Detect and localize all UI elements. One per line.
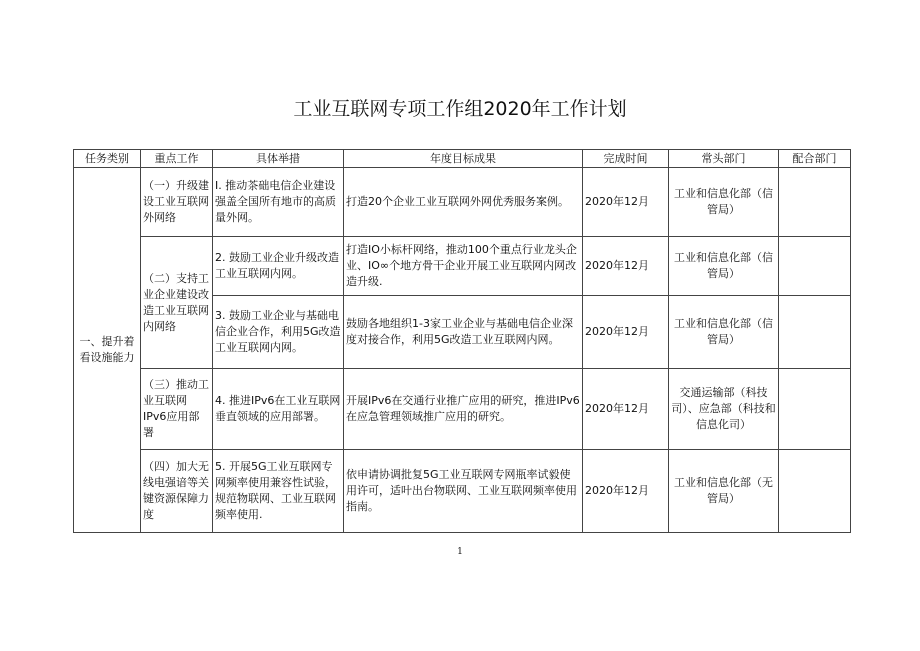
measure-cell: I. 推动茶础电信企业建设强盖全国所有地市的高质量外网。 (213, 168, 344, 237)
target-cell: 打造20个企业工业互联网外网优秀服务案例。 (344, 168, 583, 237)
target-cell: 打造IO小标杆网络，推动100个重点行业龙头企业、IO∞个地方骨干企业开展工业互联网内网改造升级. (344, 237, 583, 296)
partner-department-cell (779, 369, 851, 450)
measure-cell: 2. 鼓励工业企业升级改造工业互联网内网。 (213, 237, 344, 296)
table-row (74, 237, 851, 296)
lead-department-cell: 工业和信息化部（信管局） (669, 296, 779, 369)
key-work-cell: （三）推动工业互联网IPv6应用部署 (141, 369, 213, 450)
table-row (74, 450, 851, 533)
table-row (74, 168, 851, 237)
target-cell: 开展IPv6在交通行业推广应用的研究，推进IPv6在应急管理领域推广应用的研究。 (344, 369, 583, 450)
lead-department-cell: 交通运输部（科技司）、应急部（科技和信息化司） (669, 369, 779, 450)
target-cell: 依申请协调批复5G工业互联网专网瓶率试毅使用许可，适叶出台物联网、工业互联网频率使用指南。 (344, 450, 583, 533)
header-annual-target: 年度目标成果 (344, 150, 583, 168)
header-row (74, 150, 851, 168)
header-lead-department: 常头部门 (669, 150, 779, 168)
header-measures: 具体举措 (213, 150, 344, 168)
measure-cell: 4. 推进IPv6在工业互联网垂直领域的应用部署。 (213, 369, 344, 450)
page-title: 工业互联网专项工作组2020年工作计划 (293, 98, 627, 120)
target-cell: 鼓励各地组织1-3家工业企业与基础电信企业深度对接合作，利用5G改造工业互联网内网。 (344, 296, 583, 369)
work-plan-table (73, 149, 851, 533)
partner-department-cell (779, 296, 851, 369)
partner-department-cell (779, 450, 851, 533)
key-work-cell: （一）升级建设工业互联网外网络 (141, 168, 213, 237)
completion-time-cell: 2020年12月 (583, 237, 669, 296)
lead-department-cell: 工业和信息化部（信管局） (669, 237, 779, 296)
header-completion-time: 完成时间 (583, 150, 669, 168)
measure-cell: 3. 鼓励工业企业与基础电信企业合作，利用5G改造工业互联网内网。 (213, 296, 344, 369)
partner-department-cell (779, 237, 851, 296)
partner-department-cell (779, 168, 851, 237)
key-work-cell: （二）支持工业企业建设改造工业互联网内网络 (141, 237, 213, 369)
lead-department-cell: 工业和信息化部（信管局） (669, 168, 779, 237)
completion-time-cell: 2020年12月 (583, 168, 669, 237)
header-task-category: 任务类别 (74, 150, 141, 168)
completion-time-cell: 2020年12月 (583, 450, 669, 533)
task-category-cell: 一、提升着看设施能力 (74, 168, 141, 533)
key-work-cell: （四）加大无线电强谙等关键资源保障力度 (141, 450, 213, 533)
table-row (74, 369, 851, 450)
completion-time-cell: 2020年12月 (583, 296, 669, 369)
measure-cell: 5. 开展5G工业互联网专网频率使用兼容性试验，规范物联网、工业互联网频率使用. (213, 450, 344, 533)
lead-department-cell: 工业和信息化部（无管局） (669, 450, 779, 533)
header-partner-department: 配合部门 (779, 150, 851, 168)
header-key-work: 重点工作 (141, 150, 213, 168)
page-number: 1 (457, 547, 463, 557)
completion-time-cell: 2020年12月 (583, 369, 669, 450)
